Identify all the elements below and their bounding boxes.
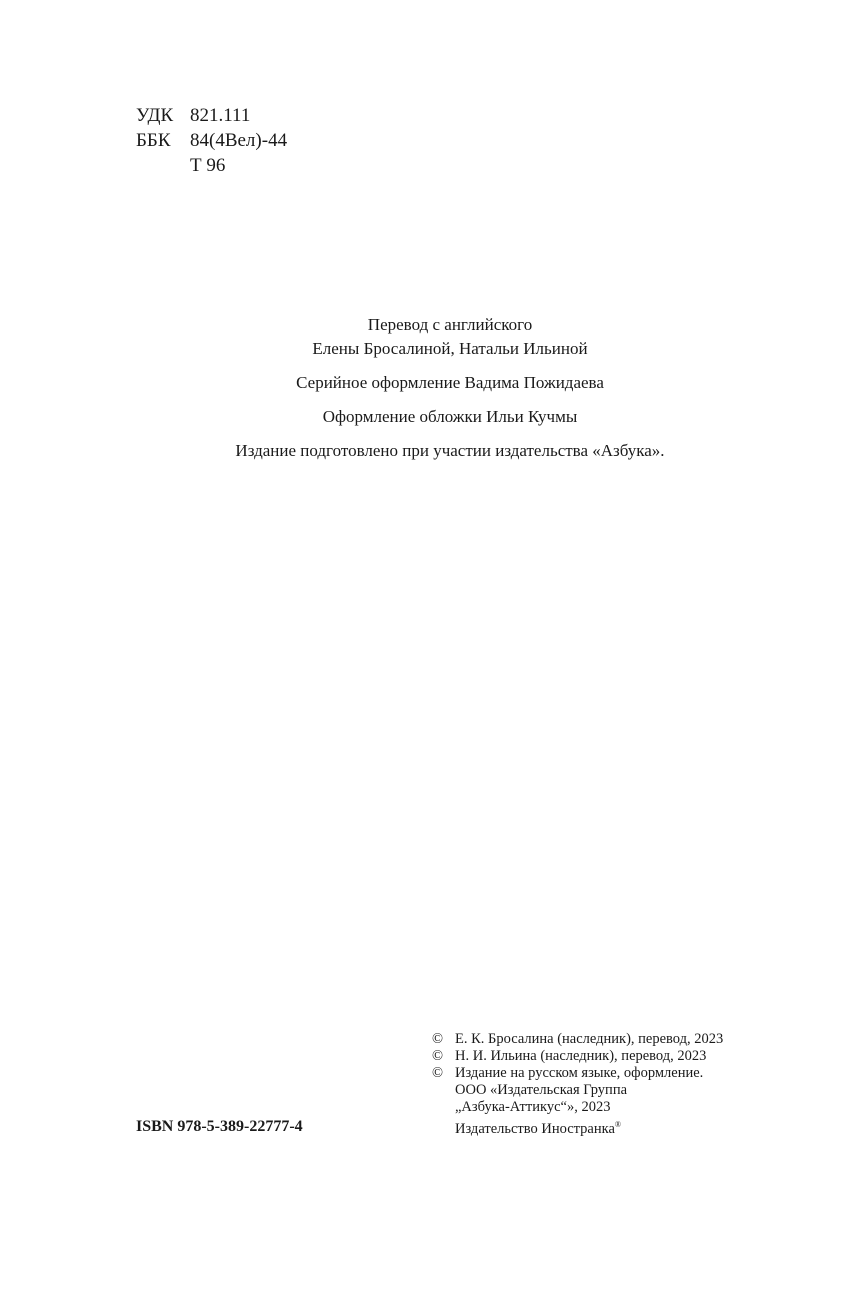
udk-row — [136, 103, 287, 128]
bbk-row — [136, 128, 287, 153]
series-design-credit: Серийное оформление Вадима Пожидаева — [296, 373, 604, 392]
translation-line-2: Елены Бросалиной, Натальи Ильиной — [312, 339, 588, 358]
credits-block — [0, 313, 857, 463]
copyright-line-3 — [432, 1065, 723, 1082]
copyright-text-3-cont-2: „Азбука-Аттикус“», 2023 — [455, 1099, 611, 1115]
bbk-value: 84(4Вел)-44 — [190, 130, 288, 151]
copyright-symbol: © — [432, 1031, 444, 1047]
copyright-text-3: Издание на русском языке, оформление. — [455, 1065, 704, 1081]
registered-mark: ® — [614, 1120, 621, 1129]
translation-line-1: Перевод с английского — [367, 315, 533, 334]
copyright-symbol: © — [432, 1065, 444, 1081]
copyright-symbol: © — [432, 1048, 444, 1064]
isbn: ISBN 978-5-389-22777-4 — [136, 1118, 303, 1135]
copyright-line-1 — [432, 1031, 723, 1048]
copyright-text-2: Н. И. Ильина (наследник), перевод, 2023 — [455, 1048, 707, 1064]
publisher-note: Издание подготовлено при участии издательства «Азбука». — [235, 441, 665, 460]
copyright-text-3-cont-1: ООО «Издательская Группа — [455, 1082, 628, 1098]
author-mark: Т 96 — [190, 155, 226, 176]
copyright-line-2 — [432, 1048, 723, 1065]
copyright-text-3-cont-3 — [432, 1116, 723, 1138]
udk-value: 821.111 — [190, 105, 251, 126]
copyright-block — [432, 1031, 723, 1138]
classification-block — [136, 103, 287, 178]
copyright-text-1: Е. К. Бросалина (наследник), перевод, 2023 — [455, 1031, 724, 1047]
publisher-name: Издательство Иностранка — [455, 1120, 615, 1137]
udk-label: УДК — [136, 105, 174, 126]
bbk-label: ББК — [136, 130, 171, 151]
cover-design-credit: Оформление обложки Ильи Кучмы — [322, 407, 578, 426]
